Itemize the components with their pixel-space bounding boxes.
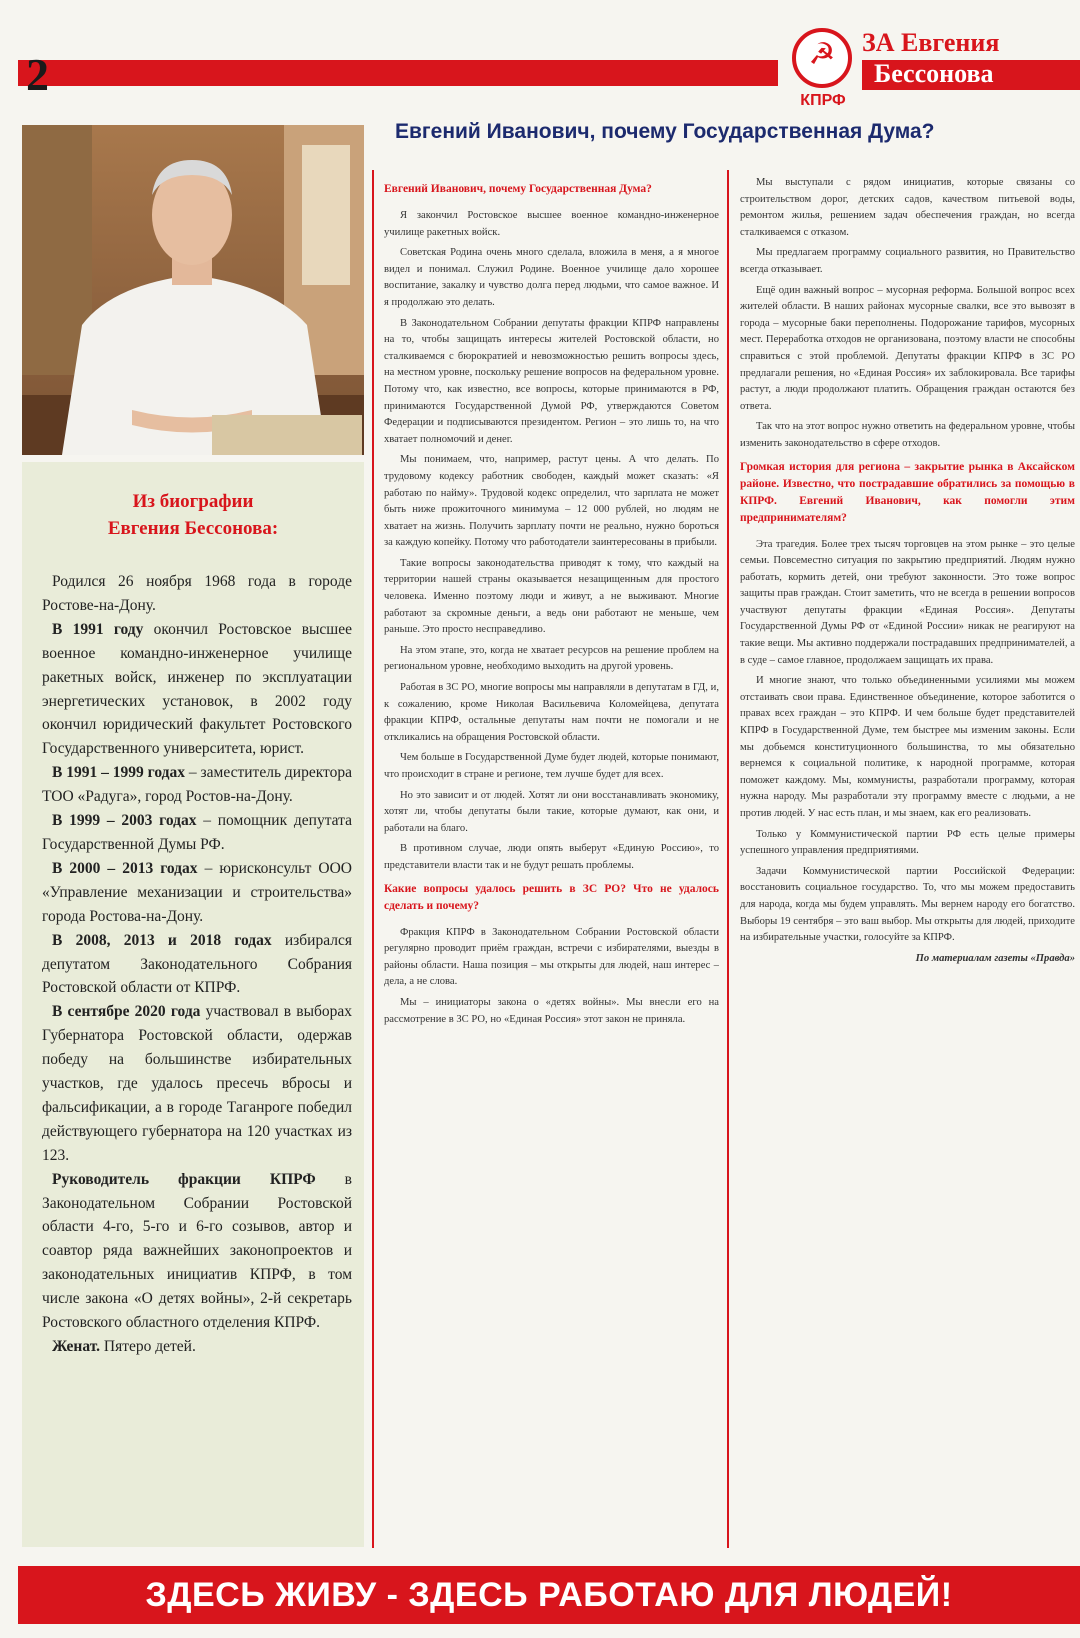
biography-title-line1: Из биографии	[132, 491, 254, 512]
biography-paragraph	[42, 1168, 352, 1335]
biography-paragraph	[42, 1335, 352, 1359]
campaign-title-line2: Бессонова	[874, 59, 994, 88]
article-column-middle	[384, 175, 719, 1545]
page-number: 2	[26, 49, 49, 100]
article-paragraph: И многие знают, что только объединенными усилиями мы можем отстаивать свои права. Единственное объединение, которое заботится о правах всех граждан – это КПРФ. И чем больше будет представителей КПРФ в Государственной Думе, тем быстрее мы изменим законы. Если мы добьемся конституционного большинства, то мы обязательно вернемся к социальной политике, к народной программе, которая поможет каждому. Мы, коммунисты, разработали программу, которая нужна народу. Мы разработали эту программу вместе с людьми, а не против людей. У нас есть план, и мы знаем, как его реализовать.	[740, 675, 1075, 819]
biography-lead: В 1991 – 1999 годах	[52, 764, 185, 782]
footer-slogan: ЗДЕСЬ ЖИВУ - ЗДЕСЬ РАБОТАЮ ДЛЯ ЛЮДЕЙ!	[145, 1576, 953, 1614]
article-paragraph: В противном случае, люди опять выберут «Единую Россию», то представители власти так и не будут решать проблемы.	[384, 843, 719, 871]
biography-paragraph	[42, 761, 352, 809]
biography-lead: В сентябре 2020 года	[52, 1003, 201, 1021]
article-paragraph: В Законодательном Собрании депутаты фракции КПРФ направлены на то, чтобы защищать интересы жителей Ростовской области, но сталкиваемся с бюрократией и невозможностью решить вопросы здесь, на местном уровне, поскольку решение вопросов на федеральном уровне. Потому что, как известно, все вопросы, которые принимаются в РФ, принимаются Государственной Думой РФ, утверждаются Советом Федерации и подписываются президентом. Регион – это лишь то, на что хватает полномочий и денег.	[384, 317, 719, 445]
column-rule-left	[372, 170, 374, 1548]
article-paragraph: Эта трагедия. Более трех тысяч торговцев на этом рынке – это целые семьи. Повсеместно ситуация по закрытию предприятий. Людям нужно работать, кормить детей, они требуют законности. Это тоже вопрос защиты прав граждан. Стоит заметить, что не всегда в решении вопросов участвуют депутаты фракции «Единая Россия». Депутаты Государственной Думы РФ от «Единой России» никак не реагируют на такие вещи. Мы активно поддержали пострадавших предпринимателей, а в суде – самое главное, продолжаем защищать их права.	[740, 538, 1075, 666]
biography-body: Родился 26 ноября 1968 года в городе Ростове-на-Дону.	[42, 573, 352, 614]
interview-question: Громкая история для региона – закрытие рынка в Аксайском районе. Известно, что пострадавшие обратились за помощью в КПРФ. Евгений Иванович, как помогли этим предпринимателям?	[740, 460, 1075, 524]
article-paragraph: Мы выступали с рядом инициатив, которые связаны со строительством дорог, детских садов, качеством питьевой воды, ремонтом жилья, решением задач обеспечения граждан, но всегда сталкиваемся с отказом.	[740, 177, 1075, 238]
party-logo	[788, 28, 858, 112]
biography-lead: Руководитель фракции КПРФ	[52, 1170, 316, 1188]
article-paragraph: Так что на этот вопрос нужно ответить на федеральном уровне, чтобы изменить законодательство в сфере отходов.	[740, 421, 1075, 449]
biography-body: участвовал в выборах Губернатора Ростовской области, одержав победу на большинстве избирательных участков, где удалось пресечь вбросы и фальсификации, а в городе Таганроге победил действующего губернатора на 120 участках из 123.	[42, 1003, 352, 1164]
article-paragraph: Такие вопросы законодательства приводят к тому, что каждый на территории нашей страны оказывается незащищенным для простого человека. Именно поэтому люди и живут, а не выживают. Многие работают за скромные деньги, а ведь они работают не меньше, чем раньше. Это просто несправедливо.	[384, 557, 719, 636]
biography-body: избирался депутатом Законодательного Собрания Ростовской области от КПРФ.	[42, 931, 352, 997]
biography-paragraph	[42, 618, 352, 761]
interview-question: Евгений Иванович, почему Государственная Дума?	[384, 183, 652, 195]
biography-lead: В 2000 – 2013 годах	[52, 859, 198, 877]
biography-body: – помощник депутата Государственной Думы РФ.	[42, 812, 352, 853]
logo-circle	[792, 28, 852, 88]
biography-lead: В 2008, 2013 и 2018 годах	[52, 931, 272, 949]
article-source: По материалам газеты «Правда»	[915, 952, 1075, 964]
article-column-right	[740, 175, 1075, 1555]
biography-lead: В 1999 – 2003 годах	[52, 812, 197, 830]
candidate-photo	[22, 125, 364, 455]
article-paragraph: Мы – инициаторы закона о «детях войны». Мы внесли его на рассмотрение в ЗС РО, но «Единая Россия» этот закон не приняла.	[384, 996, 719, 1025]
column-rule-right	[727, 170, 729, 1548]
article-paragraph: Но это зависит и от людей. Хотят ли они восстанавливать экономику, хотят ли, чтобы депутаты были такие, которые думают, как они, и работали на благо.	[384, 789, 719, 834]
article-paragraph: Советская Родина очень много сделала, вложила в меня, а я многое видел и понимал. Служил Родине. Военное училище дало хорошее воспитание, закалку и чувство долга перед людьми, что самое важное. И я продолжаю это делать.	[384, 247, 719, 308]
biography-text	[42, 570, 352, 1359]
article-paragraph: Работая в ЗС РО, многие вопросы мы направляли в депутатам в ГД, и, к сожалению, кроме Николая Васильевича Коломейцева, депутата фракции КПРФ, остальные депутаты нам почти не помогали и не откликались на обращения Ростовской области.	[384, 682, 719, 743]
biography-body: в Законодательном Собрании Ростовской области 4-го, 5-го и 6-го созывов, автор и соавтор ряда важнейших законопроектов и законодательных инициатив КПРФ, в том числе закона «О детях войны», 2-й секретарь Ростовского областного отделения КПРФ.	[42, 1170, 352, 1332]
logo-text: КПРФ	[800, 92, 846, 109]
biography-paragraph	[42, 570, 352, 618]
header-red-bar	[18, 60, 778, 86]
article-paragraph: Чем больше в Государственной Думе будет людей, которые понимают, что происходит в стране и регионе, тем лучше будет для всех.	[384, 752, 719, 780]
biography-paragraph	[42, 809, 352, 857]
biography-paragraph	[42, 857, 352, 929]
article-paragraph: Только у Коммунистической партии РФ есть целые примеры успешного управления предприятиями.	[740, 828, 1075, 857]
article-paragraph: Задачи Коммунистической партии Российской Федерации: восстановить социальное государство. То, что мы можем предоставить для народа, когда мы будем управлять. Мы вернем народу его богатство. Выборы 19 сентября – это ваш выбор. Мы открыты для людей, приходите на избирательные участки, голосуйте за КПРФ.	[740, 865, 1075, 944]
biography-body: – юрисконсульт ООО «Управление механизации и строительства» города Ростова-на-Дону.	[42, 859, 352, 925]
biography-body: – заместитель директора ТОО «Радуга», город Ростов-на-Дону.	[42, 764, 352, 806]
biography-body: окончил Ростовское высшее военное командно-инженерное училище ракетных войск, инженер по эксплуатации энергетических установок, в 2002 году окончил юридический факультет Ростовского Государственного университета, юрист.	[42, 620, 352, 758]
biography-lead: Женат.	[52, 1338, 101, 1355]
interview-question: Какие вопросы удалось решить в ЗС РО? Что не удалось сделать и почему?	[384, 882, 719, 912]
article-paragraph: Мы предлагаем программу социального развития, но Правительство всегда отказывает.	[740, 247, 1075, 275]
article-paragraph: Фракция КПРФ в Законодательном Собрании Ростовской области регулярно проводит приём граждан, встречи с избирателями, выезды в районы области. Наша позиция – мы открыты для людей, наш интерес – дела, а не слова.	[384, 926, 719, 988]
campaign-title-line1: ЗА Евгения	[862, 28, 1000, 57]
hammer-sickle-icon: ☭	[808, 38, 836, 71]
biography-paragraph	[42, 929, 352, 1001]
article-paragraph: Я закончил Ростовское высшее военное командно-инженерное училище ракетных войск.	[384, 210, 719, 238]
article-paragraph: Ещё один важный вопрос – мусорная реформа. Большой вопрос всех жителей области. В наших районах мусорные свалки, все это вывозят в города – мусорные баки переполнены. Подорожание тарифов, мусорных мест. Переработка отходов не организована, поэтому власти не способны справиться с этой проблемой. Депутаты фракции КПРФ в ЗС РО предлагали решения, но «Единая Россия» их заблокировала. Все тарифы растут, а люди продолжают платить. Обращения граждан остаются без ответа.	[740, 284, 1075, 412]
biography-body: Пятеро детей.	[100, 1338, 196, 1355]
biography-lead: В 1991 году	[52, 620, 144, 638]
biography-title-line2: Евгения Бессонова:	[107, 518, 279, 539]
biography-title	[22, 488, 364, 542]
candidate-photo-illustration	[22, 125, 364, 455]
biography-paragraph	[42, 1000, 352, 1167]
article-headline: Евгений Иванович, почему Государственная Дума?	[395, 120, 935, 143]
article-paragraph: На этом этапе, это, когда не хватает ресурсов на решение проблем на региональном уровне, необходимо выходить на другой уровень.	[384, 644, 719, 673]
article-paragraph: Мы понимаем, что, например, растут цены. А что делать. По трудовому кодексу работник свободен, каждый может сказать: «Я работаю по найму». Трудовой кодекс определил, что зарплата не может быть ниже прожиточного минимума – 12 000 рублей, но людям не хватает на жизнь. Получить зарплату почти не реально, нужно бороться за каждую копейку. Потому что работодатели заинтересованы в прибыли.	[384, 454, 719, 549]
